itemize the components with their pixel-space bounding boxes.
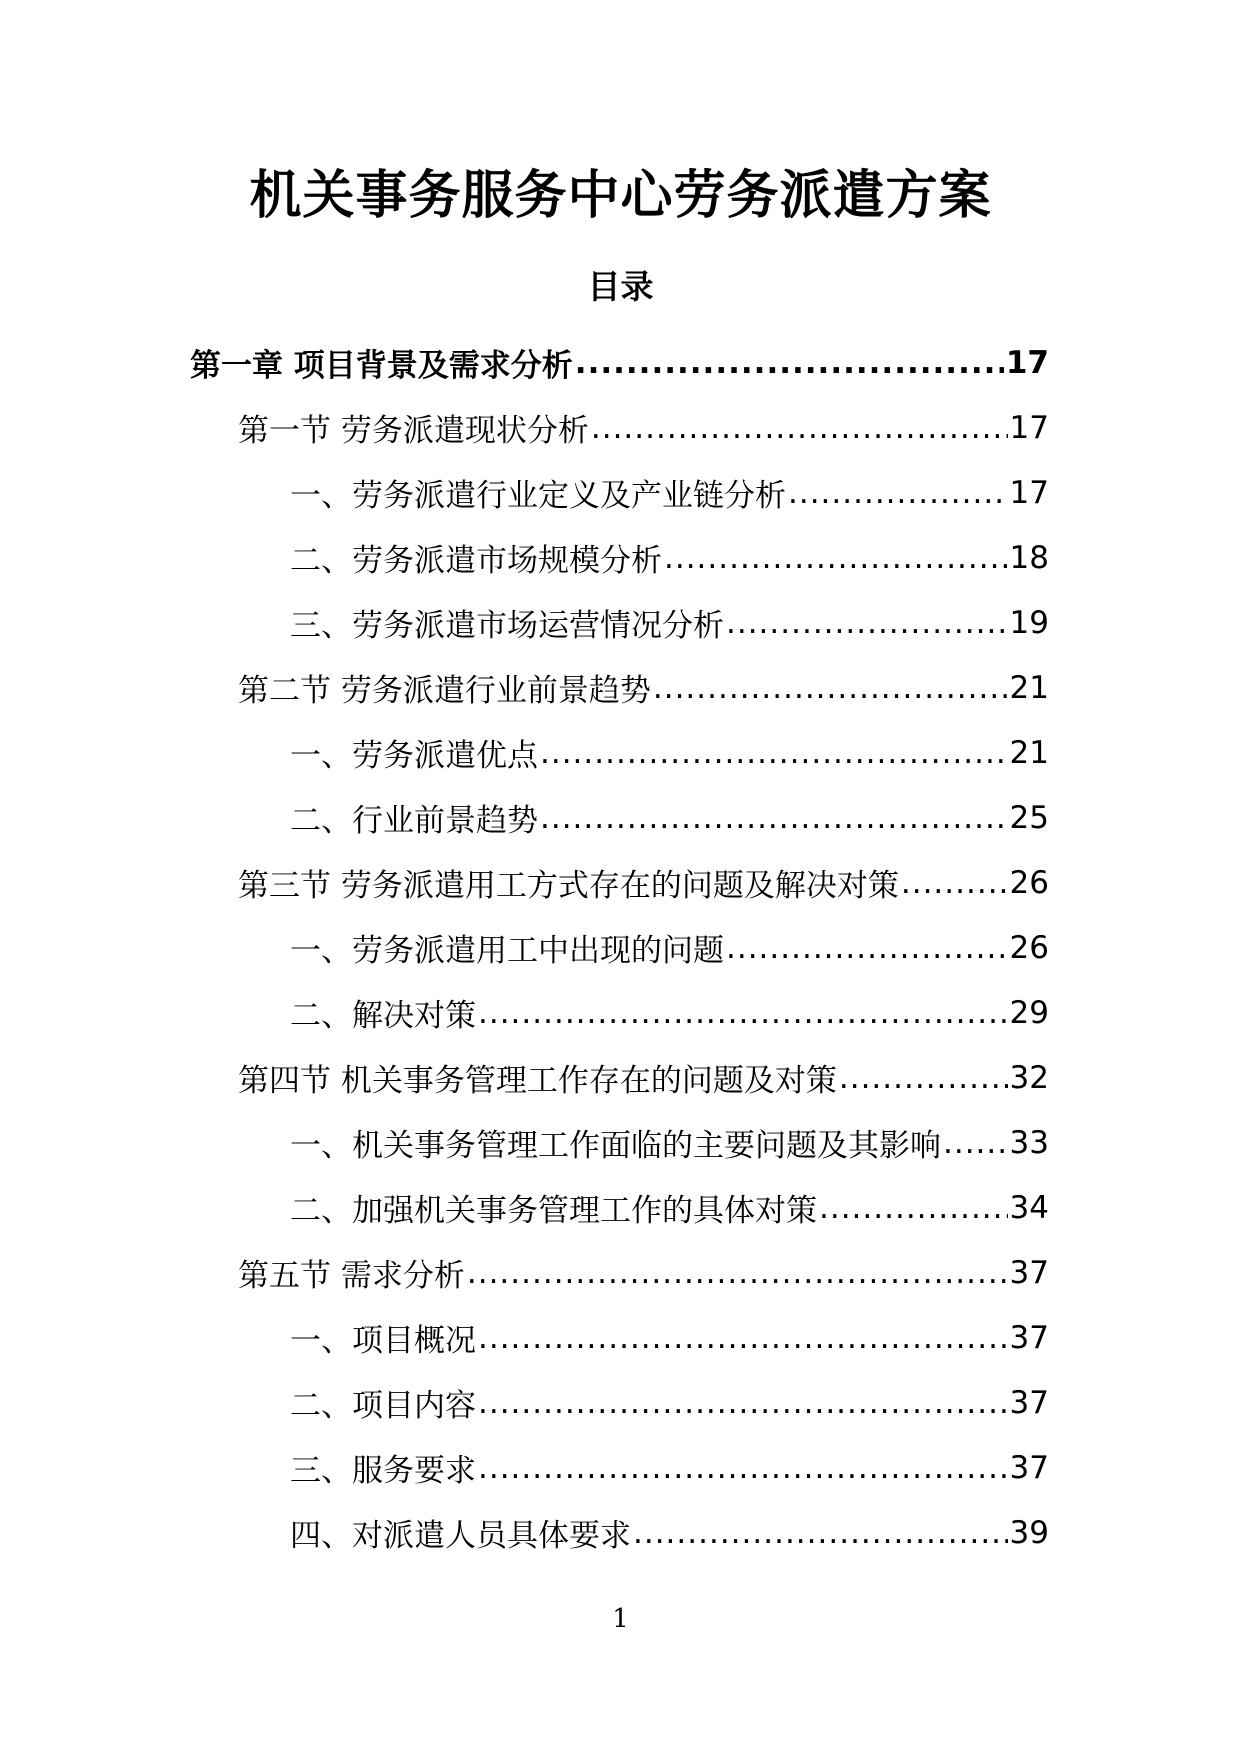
toc-dot-leader (478, 995, 1008, 1031)
toc-entry-page: 17 (1005, 344, 1049, 381)
toc-entry[interactable] (0, 1500, 1241, 1565)
toc-entry-label: 一、劳务派遣优点 (290, 738, 538, 774)
toc-entry[interactable] (0, 1045, 1241, 1110)
toc-entry-label: 一、项目概况 (290, 1323, 476, 1359)
toc-entry-label: 第一节 劳务派遣现状分析 (238, 413, 589, 449)
toc-dot-leader (943, 1125, 1008, 1161)
toc-entry[interactable] (0, 395, 1241, 460)
toc-entry-page: 26 (1009, 929, 1049, 966)
toc-entry[interactable] (0, 785, 1241, 850)
toc-dot-leader (664, 540, 1008, 576)
toc-dot-leader (633, 1515, 1008, 1551)
toc-entry-label: 第一章 项目背景及需求分析 (190, 348, 573, 384)
toc-entry[interactable] (0, 1305, 1241, 1370)
toc-entry[interactable] (0, 1175, 1241, 1240)
toc-entry-label: 第二节 劳务派遣行业前景趋势 (238, 673, 651, 709)
toc-entry[interactable] (0, 980, 1241, 1045)
toc-entry-page: 21 (1009, 669, 1049, 706)
toc-entry[interactable] (0, 525, 1241, 590)
toc-entry-page: 33 (1009, 1124, 1049, 1161)
table-of-contents (0, 330, 1241, 1565)
toc-entry-label: 第三节 劳务派遣用工方式存在的问题及解决对策 (238, 868, 899, 904)
toc-entry-page: 21 (1009, 734, 1049, 771)
toc-dot-leader (540, 800, 1008, 836)
toc-entry-page: 37 (1009, 1319, 1049, 1356)
toc-entry-label: 四、对派遣人员具体要求 (290, 1518, 631, 1554)
toc-entry-page: 34 (1009, 1189, 1049, 1226)
toc-entry[interactable] (0, 590, 1241, 655)
toc-entry[interactable] (0, 655, 1241, 720)
toc-entry-label: 三、服务要求 (290, 1453, 476, 1489)
toc-entry-page: 37 (1009, 1254, 1049, 1291)
toc-entry[interactable] (0, 850, 1241, 915)
toc-entry-label: 一、劳务派遣用工中出现的问题 (290, 933, 724, 969)
toc-entry-label: 二、行业前景趋势 (290, 803, 538, 839)
toc-entry-label: 二、劳务派遣市场规模分析 (290, 543, 662, 579)
toc-entry-label: 二、解决对策 (290, 998, 476, 1034)
toc-entry-label: 三、劳务派遣市场运营情况分析 (290, 608, 724, 644)
toc-entry-page: 19 (1009, 604, 1049, 641)
toc-entry[interactable] (0, 720, 1241, 785)
document-title: 机关事务服务中心劳务派遣方案 (249, 166, 992, 226)
toc-dot-leader (591, 410, 1008, 446)
toc-entry-page: 37 (1009, 1449, 1049, 1486)
toc-entry-page: 18 (1009, 539, 1049, 576)
toc-dot-leader (901, 865, 1008, 901)
toc-entry-page: 17 (1009, 474, 1049, 511)
toc-entry[interactable] (0, 915, 1241, 980)
toc-dot-leader (575, 345, 1004, 381)
toc-dot-leader (653, 670, 1008, 706)
toc-dot-leader (819, 1190, 1008, 1226)
toc-entry-label: 第五节 需求分析 (238, 1258, 465, 1294)
page-number: 1 (612, 1604, 629, 1634)
toc-entry-page: 39 (1009, 1514, 1049, 1551)
toc-dot-leader (726, 930, 1008, 966)
toc-entry-page: 37 (1009, 1384, 1049, 1421)
toc-entry[interactable] (0, 460, 1241, 525)
toc-heading: 目录 (587, 267, 654, 306)
toc-entry-page: 32 (1009, 1059, 1049, 1096)
toc-entry-page: 29 (1009, 994, 1049, 1031)
toc-dot-leader (839, 1060, 1008, 1096)
toc-entry-page: 25 (1009, 799, 1049, 836)
toc-entry[interactable] (0, 1435, 1241, 1500)
toc-dot-leader (726, 605, 1008, 641)
toc-entry-label: 二、加强机关事务管理工作的具体对策 (290, 1193, 817, 1229)
toc-dot-leader (540, 735, 1008, 771)
toc-dot-leader (467, 1255, 1008, 1291)
toc-entry-label: 二、项目内容 (290, 1388, 476, 1424)
toc-dot-leader (478, 1320, 1008, 1356)
toc-entry[interactable] (0, 330, 1241, 395)
toc-entry[interactable] (0, 1240, 1241, 1305)
toc-entry-label: 一、劳务派遣行业定义及产业链分析 (290, 478, 786, 514)
toc-entry-label: 一、机关事务管理工作面临的主要问题及其影响 (290, 1128, 941, 1164)
toc-entry[interactable] (0, 1110, 1241, 1175)
toc-dot-leader (478, 1385, 1008, 1421)
toc-entry-page: 17 (1009, 409, 1049, 446)
toc-entry-label: 第四节 机关事务管理工作存在的问题及对策 (238, 1063, 837, 1099)
toc-dot-leader (788, 475, 1008, 511)
toc-dot-leader (478, 1450, 1008, 1486)
toc-entry[interactable] (0, 1370, 1241, 1435)
toc-entry-page: 26 (1009, 864, 1049, 901)
